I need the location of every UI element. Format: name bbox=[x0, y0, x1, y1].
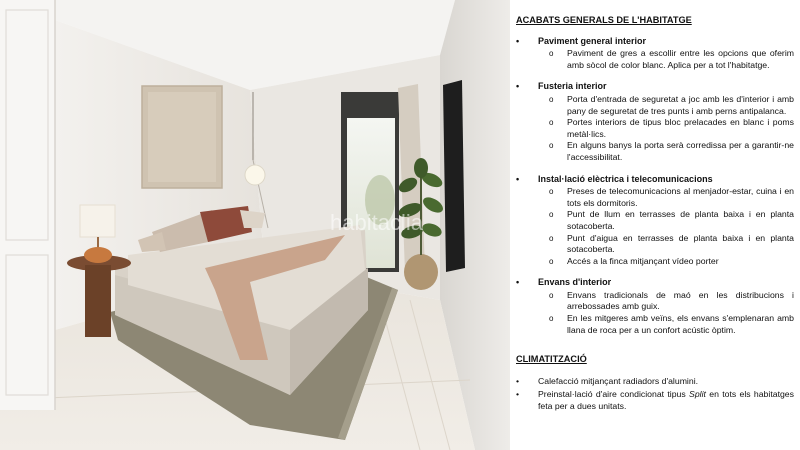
climate-title: CLIMATITZACIÓ bbox=[516, 354, 587, 365]
sub-bullet-icon: o bbox=[549, 141, 554, 151]
section-heading bbox=[516, 174, 794, 186]
climate-item bbox=[516, 389, 794, 412]
climate-item-text: Preinstal·lació d'aire condicionat tipus Split en tots els habitatges feta per a dues unitats. bbox=[538, 389, 794, 412]
sub-bullet-icon: o bbox=[549, 94, 554, 104]
section-item bbox=[549, 94, 794, 117]
sub-bullet-icon: o bbox=[549, 256, 554, 266]
section-item-text: Paviment de gres a escollir entre les opcions que oferim amb sòcol de color blanc. Aplica per a tot l'habitatge. bbox=[567, 48, 794, 70]
bullet-icon: • bbox=[516, 277, 520, 288]
section-heading-text: Fusteria interior bbox=[538, 81, 607, 92]
sub-bullet-icon: o bbox=[549, 233, 554, 243]
section-item-text: Portes interiors de tipus bloc prelacades en blanc i poms metàl·lics. bbox=[567, 117, 794, 139]
sub-bullet-icon: o bbox=[549, 49, 554, 59]
finishes-panel bbox=[510, 0, 800, 450]
section-item bbox=[549, 256, 794, 268]
finish-section bbox=[516, 174, 794, 268]
section-heading-text: Envans d'interior bbox=[538, 277, 612, 288]
finishes-sections bbox=[516, 36, 794, 337]
wall-tv bbox=[443, 80, 465, 272]
section-item bbox=[549, 313, 794, 336]
bullet-icon: • bbox=[516, 389, 520, 400]
climate-item-text: Calefacció mitjançant radiadors d'alumini. bbox=[538, 375, 699, 386]
finish-section bbox=[516, 36, 794, 72]
section-item-text: En alguns banys la porta serà corredissa per a garantir-ne l'accessibilitat. bbox=[567, 140, 794, 162]
section-item bbox=[549, 117, 794, 140]
bullet-icon: • bbox=[516, 35, 520, 46]
section-item-text: Punt d'aigua en terrasses de planta baixa i en planta sotacoberta. bbox=[567, 232, 794, 255]
watermark: habitaclia bbox=[330, 210, 423, 235]
finish-section bbox=[516, 277, 794, 336]
bullet-icon: • bbox=[516, 173, 520, 184]
table-lamp bbox=[80, 205, 115, 237]
section-heading bbox=[516, 277, 794, 289]
section-item bbox=[549, 140, 794, 163]
section-heading-text: Paviment general interior bbox=[538, 35, 647, 46]
climate-item bbox=[516, 376, 794, 388]
section-item bbox=[549, 233, 794, 256]
sub-bullet-icon: o bbox=[549, 290, 554, 300]
finish-section bbox=[516, 81, 794, 163]
bullet-icon: • bbox=[516, 81, 520, 92]
section-item-text: Preses de telecomunicacions al menjador-estar, cuina i en tots els dormitoris. bbox=[567, 186, 794, 208]
section-item bbox=[549, 209, 794, 232]
sub-bullet-icon: o bbox=[549, 314, 554, 324]
section-heading bbox=[516, 81, 794, 93]
section-item-text: En les mitgeres amb veïns, els envans s'emplenaran amb llana de roca per a un confort acústic òptim. bbox=[567, 313, 794, 335]
sub-bullet-icon: o bbox=[549, 118, 554, 128]
section-item-text: Punt de llum en terrasses de planta baixa i en planta sotacoberta. bbox=[567, 209, 794, 231]
section-item-text: Accés a la finca mitjançant vídeo porter bbox=[567, 255, 719, 266]
section-heading bbox=[516, 36, 794, 48]
wardrobe-door bbox=[0, 0, 55, 410]
section-item bbox=[549, 48, 794, 71]
section-heading-text: Instal·lació elèctrica i telecomunicacions bbox=[538, 173, 713, 184]
section-item bbox=[549, 186, 794, 209]
section-item-text: Envans tradicionals de maó en les distribucions i arrebossades amb guix. bbox=[567, 289, 794, 312]
section-item bbox=[549, 290, 794, 313]
sub-bullet-icon: o bbox=[549, 187, 554, 197]
panel-title: ACABATS GENERALS DE L'HABITATGE bbox=[516, 15, 692, 25]
sub-bullet-icon: o bbox=[549, 210, 554, 220]
climate-list bbox=[516, 376, 794, 413]
bullet-icon: • bbox=[516, 375, 520, 386]
section-item-text: Porta d'entrada de seguretat a joc amb les d'interior i amb pany de seguretat de tres punts i amb perns antipalanca. bbox=[567, 93, 794, 116]
